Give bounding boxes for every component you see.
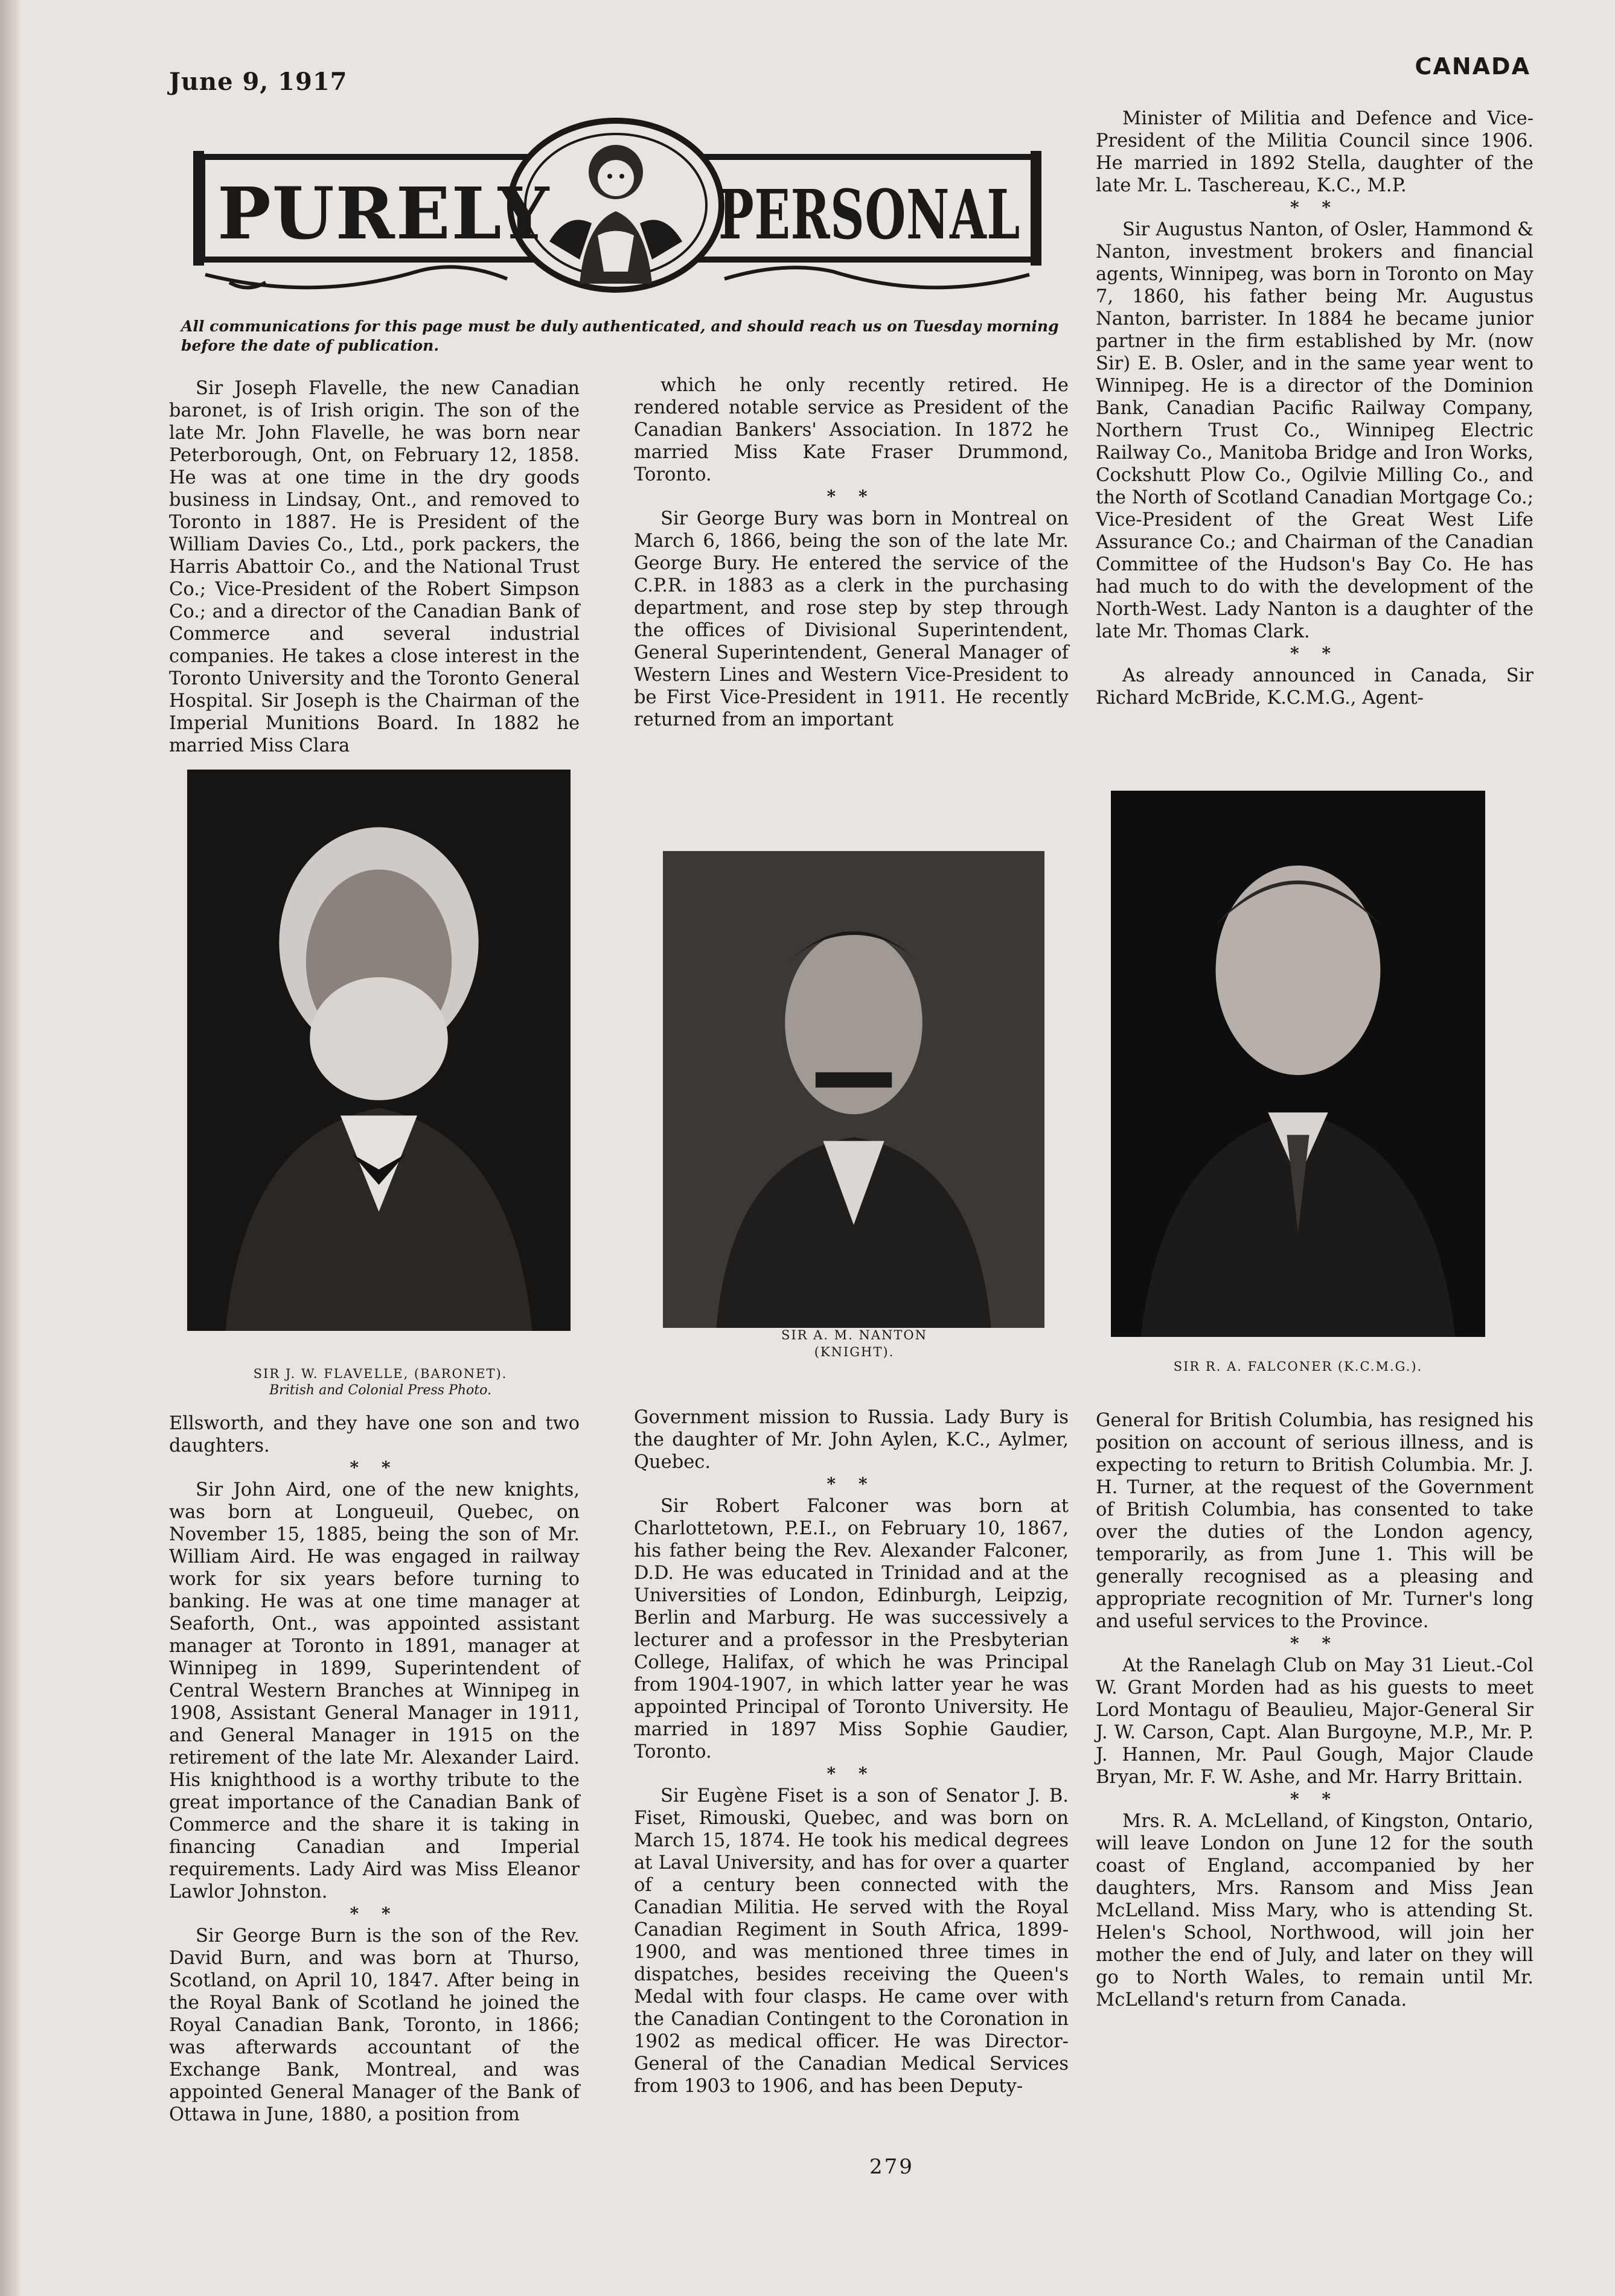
masthead-left-word: PURELY — [217, 171, 551, 255]
section-separator: * * — [827, 486, 876, 506]
portrait-nanton — [663, 851, 1044, 1328]
caption-title: (KNIGHT). — [814, 1345, 895, 1359]
page-binding-shadow — [0, 0, 22, 2296]
paragraph: Sir George Burn is the son of the Rev. David Burn, and was born at Thurso, Scotland, on April 10, 1847. After being in the Royal Bank of Scotland he joined the Royal Canadian Bank, Toronto, in 1866; was afterwards accountant of the Exchange Bank, Montreal, and was appointed General Manager of the Bank of Ottawa in June, 1880, a position from — [169, 1925, 580, 2125]
photo-credit: British and Colonial Press Photo. — [269, 1383, 491, 1398]
submission-notice: All communications for this page must be duly authenticated, and should reach us on Tuesday morning before the date of publication. — [181, 317, 1059, 354]
paragraph: Ellsworth, and they have one son and two daughters. — [169, 1413, 580, 1456]
paragraph: Sir Robert Falconer was born at Charlottetown, P.E.I., on February 10, 1867, his father being the Rev. Alexander Falconer, D.D. He was educated in Trinidad and at the Universities of London, Edinburgh, Leipzig, Berlin and Marburg. He was successively a lecturer and a professor in the Presbyterian College, Halifax, of which he was Principal from 1904-1907, in which latter year he was appointed Principal of Toronto University. He married in 1897 Miss Sophie Gaudier, Toronto. — [634, 1496, 1069, 1762]
section-separator: * * — [1290, 1789, 1340, 1809]
bearded-man-portrait-icon — [187, 770, 571, 1331]
paragraph: Sir George Bury was born in Montreal on March 6, 1866, being the son of the late Mr. George Bury. He entered the service of the C.P.R. in 1883 as a clerk in the purchasing department, and rose step by step through the offices of Divisional Superintendent, General Superintendent, General Manager of Western Lines and Western Vice-President to be First Vice-President in 1911. He recently returned from an important — [634, 508, 1069, 730]
paragraph: Mrs. R. A. McLelland, of Kingston, Ontario, will leave London on June 12 for the south coast of England, accompanied by her daughters, Mrs. Ransom and Miss Jean McLelland. Miss Mary, who is attending St. Helen's School, Northwood, will join her mother the end of July, and later on they will go to North Wales, to remain until Mr. McLelland's return from Canada. — [1096, 1811, 1533, 2011]
column-2-bottom — [634, 1406, 1069, 2097]
section-separator: * * — [1290, 197, 1340, 217]
masthead-right-word: PERSONAL — [718, 176, 1020, 255]
portrait-falconer — [1111, 791, 1485, 1337]
caption-name: SIR R. A. FALCONER (K.C.M.G.). — [1173, 1359, 1423, 1374]
caption-falconer — [1111, 1358, 1485, 1375]
paragraph: Government mission to Russia. Lady Bury is the daughter of Mr. John Aylen, K.C., Aylmer, Quebec. — [634, 1407, 1069, 1473]
purely-personal-masthead — [193, 121, 1041, 302]
caption-nanton — [664, 1327, 1044, 1360]
masthead-garland-right — [724, 267, 1029, 287]
section-separator: * * — [350, 1458, 399, 1478]
issue-date: June 9, 1917 — [169, 68, 348, 96]
caption-name: SIR J. W. FLAVELLE, (BARONET). — [253, 1366, 508, 1381]
paragraph: Sir Augustus Nanton, of Osler, Hammond & Nanton, investment brokers and financial agents, Winnipeg, was born in Toronto on May 7, 1860, his father being Mr. Augustus Nanton, barrister. In 1884 he became junior partner in the firm established by Mr. (now Sir) E. B. Osler, and in the same year went to Winnipeg. He is a director of the Dominion Bank, Canadian Pacific Railway Company, Northern Trust Co., Winnipeg Electric Railway Co., Manitoba Bridge and Iron Works, Cockshutt Plow Co., Ogilvie Milling Co., and the North of Scotland Canadian Mortgage Co.; Vice-President of the Great West Life Assurance Co.; and Chairman of the Canadian Committee of the Hudson's Bay Co. He has had much to do with the development of the North-West. Lady Nanton is a daughter of the late Mr. Thomas Clark. — [1096, 219, 1533, 642]
paragraph: Sir John Aird, one of the new knights, was born at Longueuil, Quebec, on November 15, 1885, being the son of Mr. William Aird. He was engaged in railway work for six years before turning to banking. He was at one time manager at Seaforth, Ont., was appointed assistant manager at Toronto in 1891, manager at Winnipeg in 1899, Superintendent of Central Western Branches at Winnipeg in 1908, Assistant General Manager in 1911, and General Manager in 1915 on the retirement of the late Mr. Alexander Laird. His knighthood is a worthy tribute to the great importance of the Canadian Bank of Commerce and the share it is taking in financing Canadian and Imperial requirements. Lady Aird was Miss Eleanor Lawlor Johnston. — [169, 1479, 580, 1902]
magazine-name: CANADA — [1415, 53, 1530, 80]
paragraph: Sir Eugène Fiset is a son of Senator J. B. Fiset, Rimouski, Quebec, and was born on March 15, 1874. He took his medical degrees at Laval University, and has for over a quarter of a century been connected with the Canadian Militia. He served with the Royal Canadian Regiment in South Africa, 1899-1900, and was mentioned three times in dispatches, besides receiving the Queen's Medal with four clasps. He came over with the Canadian Contingent to the Coronation in 1902 as medical officer. He was Director-General of the Canadian Medical Services from 1903 to 1906, and has been Deputy- — [634, 1785, 1069, 2097]
caption-name: SIR A. M. NANTON — [781, 1328, 928, 1342]
column-2-top — [634, 374, 1069, 731]
section-separator: * * — [827, 1474, 876, 1494]
paragraph: As already announced in Canada, Sir Richard McBride, K.C.M.G., Agent- — [1096, 665, 1533, 709]
section-separator: * * — [1290, 1633, 1340, 1653]
section-separator: * * — [1290, 643, 1340, 663]
section-separator: * * — [827, 1764, 876, 1784]
portrait-flavelle — [187, 770, 571, 1331]
paragraph: General for British Columbia, has resigned his position on account of serious illness, and is expecting to return to British Columbia. Mr. J. H. Turner, at the request of the Government of British Columbia, has consented to take over the duties of the London agency, temporarily, as from June 1. This will be generally recognised as a pleasing and appropriate recognition of Mr. Turner's long and useful services to the Province. — [1096, 1410, 1533, 1632]
paragraph: At the Ranelagh Club on May 31 Lieut.-Col W. Grant Morden had as his guests to meet Lord Montagu of Beaulieu, Major-General Sir J. W. Carson, Capt. Alan Burgoyne, M.P., Mr. P. J. Hannen, Mr. Paul Gough, Major Claude Bryan, Mr. F. W. Ashe, and Mr. Harry Brittain. — [1096, 1655, 1533, 1788]
mustached-man-portrait-icon — [663, 851, 1044, 1328]
caption-flavelle — [181, 1365, 580, 1399]
page-number: 279 — [869, 2155, 914, 2179]
clean-shaven-man-portrait-icon — [1111, 791, 1485, 1337]
column-3-bottom — [1096, 1409, 1533, 2011]
masthead-garland-left — [205, 267, 507, 287]
section-separator: * * — [350, 1904, 399, 1924]
paragraph: Sir Joseph Flavelle, the new Canadian baronet, is of Irish origin. The son of the late Mr. John Flavelle, he was born near Peterborough, Ont, on February 12, 1858. He was at one time in the dry goods business in Lindsay, Ont., and removed to Toronto in 1887. He is President of the William Davies Co., Ltd., pork packers, the Harris Abattoir Co., and the National Trust Co.; Vice-President of the Robert Simpson Co.; and a director of the Canadian Bank of Commerce and several industrial companies. He takes a close interest in the Toronto University and the Toronto General Hospital. Sir Joseph is the Chairman of the Imperial Munitions Board. In 1882 he married Miss Clara — [169, 378, 580, 756]
column-1-top — [169, 377, 580, 757]
paragraph: Minister of Militia and Defence and Vice-President of the Militia Council since 1906. He married in 1892 Stella, daughter of the late Mr. L. Taschereau, K.C., M.P. — [1096, 108, 1533, 196]
paragraph: which he only recently retired. He rendered notable service as President of the Canadian Bankers' Association. In 1872 he married Miss Kate Fraser Drummond, Toronto. — [634, 375, 1069, 485]
column-3-top — [1096, 107, 1533, 709]
column-1-bottom — [169, 1412, 580, 2126]
